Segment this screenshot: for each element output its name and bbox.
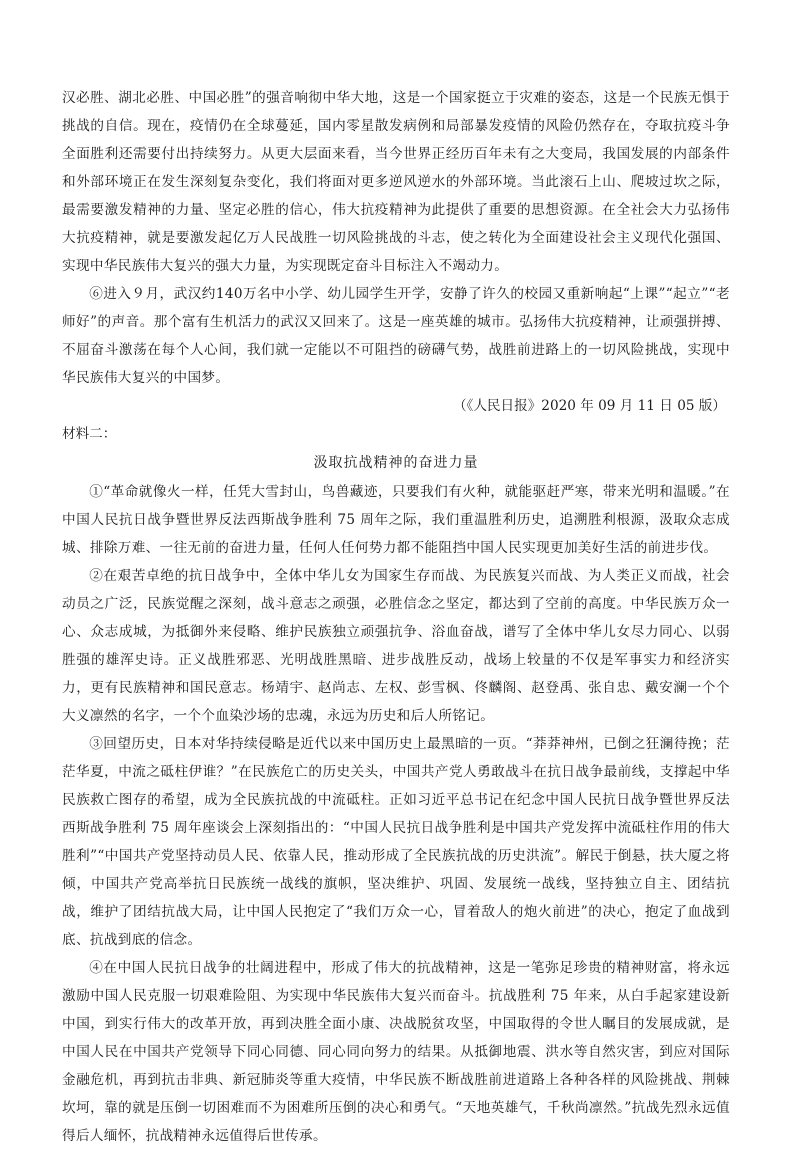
- material-two-paragraph-2: ②在艰苦卓绝的抗日战争中，全体中华儿女为国家生存而战、为民族复兴而战、为人类正义而战，社会动员之广泛，民族觉醒之深刻，战斗意志之顽强，必胜信念之坚定，都达到了空前的高度。中华民族万众一心、众志成城，为抵御外来侵略、维护民族独立顽强抗争、浴血奋战，谱写了全体中华儿女尽力同心、以弱胜强的雄浑史诗。正义战胜邪恶、光明战胜黑暗、进步战胜反动，战场上较量的不仅是军事实力和经济实力，更有民族精神和国民意志。杨靖宇、赵尚志、左权、彭雪枫、佟麟阁、赵登禹、张自忠、戴安澜一个个大义凛然的名字，一个个血染沙场的忠魂，永远为历史和后人所铭记。: [62, 568, 730, 724]
- material-two-title: 汲取抗战精神的奋进力量: [313, 455, 479, 471]
- material-one-source: （《人民日报》2020 年 09 月 11 日 05 版）: [452, 398, 726, 414]
- material-one-continued-paragraph: 汉必胜、湖北必胜、中国必胜”的强音响彻中华大地，这是一个国家挺立于灾难的姿态，这是一个民族无惧于挑战的自信。现在，疫情仍在全球蔓延，国内零星散发病例和局部暴发疫情的风险仍然存在，夺取抗疫斗争全面胜利还需要付出持续努力。从更大层面来看，当今世界正经历百年未有之大变局，我国发展的内部条件和外部环境正在发生深刻复杂变化，我们将面对更多逆风逆水的外部环境。当此滚石上山、爬坡过坎之际，最需要激发精神的力量、坚定必胜的信心，伟大抗疫精神为此提供了重要的思想资源。在全社会大力弘扬伟大抗疫精神，就是要激发起亿万人民战胜一切风险挑战的斗志，使之转化为全面建设社会主义现代化强国、实现中华民族伟大复兴的强大力量，为实现既定奋斗目标注入不竭动力。: [62, 90, 730, 274]
- material-two-label: 材料二：: [62, 426, 117, 442]
- material-two-paragraph-3: ③回望历史，日本对华持续侵略是近代以来中国历史上最黑暗的一页。“莽莽神州，已倒之狂澜待挽；茫茫华夏，中流之砥柱伊谁？”在民族危亡的历史关头，中国共产党人勇敢战斗在抗日战争最前线，支撑起中华民族救亡图存的希望，成为全民族抗战的中流砥柱。正如习近平总书记在纪念中国人民抗日战争暨世界反法西斯战争胜利 75 周年座谈会上深刻指出的：“中国人民抗日战争胜利是中国共产党发挥中流砥柱作用的伟大胜利”“中国共产党坚持动员人民、依靠人民，推动形成了全民族抗战的历史洪流”。解民于倒悬，扶大厦之将倾，中国共产党高举抗日民族统一战线的旗帜，坚决维护、巩固、发展统一战线，坚持独立自主、团结抗战，维护了团结抗战大局，让中国人民抱定了“我们万众一心，冒着敌人的炮火前进”的决心，抱定了血战到底、抗战到底的信念。: [62, 736, 730, 948]
- document-page: [62, 84, 730, 1150]
- material-two-paragraph-1: ①“革命就像火一样，任凭大雪封山，鸟兽藏迹，只要我们有火种，就能驱赶严寒，带来光明和温暖。”在中国人民抗日战争暨世界反法西斯战争胜利 75 周年之际，我们重温胜利历史，追溯胜利根源，汲取众志成城、排除万难、一往无前的奋进力量，任何人任何势力都不能阻挡中国人民实现更加美好生活的前进步伐。: [62, 484, 730, 556]
- material-one-paragraph-6: ⑥进入９月，武汉约140万名中小学、幼儿园学生开学，安静了许久的校园又重新响起“上课”“起立”“老师好”的声音。那个富有生机活力的武汉又回来了。这是一座英雄的城市。弘扬伟大抗疫精神，让顽强拼搏、不屈奋斗激荡在每个人心间，我们就一定能以不可阻挡的磅礴气势，战胜前进路上的一切风险挑战，实现中华民族伟大复兴的中国梦。: [62, 286, 730, 386]
- material-two-paragraph-4: ④在中国人民抗日战争的壮阔进程中，形成了伟大的抗战精神，这是一笔弥足珍贵的精神财富，将永远激励中国人民克服一切艰难险阻、为实现中华民族伟大复兴而奋斗。抗战胜利 75 年来，从白手起家建设新中国，到实行伟大的改革开放，再到决胜全面小康、决战脱贫攻坚，中国取得的令世人瞩目的发展成就，是中国人民在中国共产党领导下同心同德、同心同向努力的结果。从抵御地震、洪水等自然灾害，到应对国际金融危机，再到抗击非典、新冠肺炎等重大疫情，中华民族不断战胜前进道路上各种各样的风险挑战、荆棘坎坷，靠的就是压倒一切困难而不为困难所压倒的决心和勇气。“天地英雄气，千秋尚凛然。”抗战先烈永远值得后人缅怀，抗战精神永远值得后世传承。: [62, 960, 730, 1144]
